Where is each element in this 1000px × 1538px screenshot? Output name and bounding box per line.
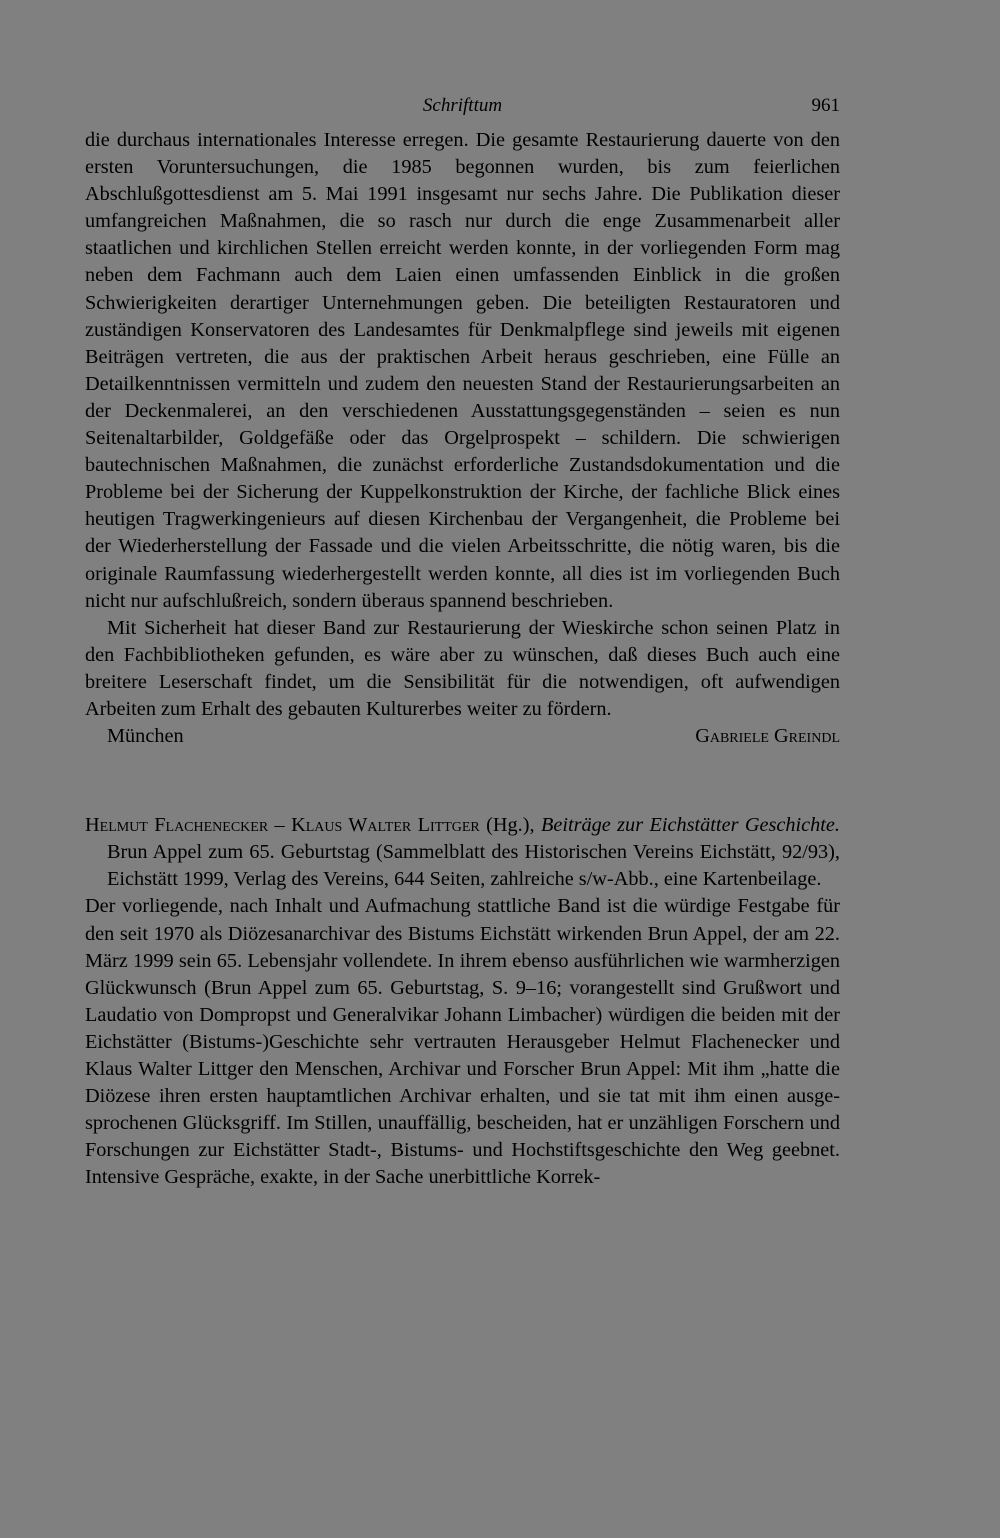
book-page (85, 95, 840, 1191)
review-2-citation (85, 812, 840, 893)
running-head (85, 95, 840, 127)
review-1 (85, 127, 840, 723)
review-2-body: Der vorliegende, nach Inhalt und Aufmachung stattliche Band ist die würdige Festgabe für den seit 1970 als Diözesanarchivar des Bistums Eichstätt wirkenden Brun Appel, der am 22. März 1999 sein 65. Lebensjahr vollendete. In ihrem ebenso ausführlichen wie warmherzigen Glückwunsch (Brun Appel zum 65. Geburtstag, S. 9–16; vorangestellt sind Grußwort und Laudatio von Dompropst und Generalvikar Johann Limbacher) würdigen die beiden mit der Eichstätter (Bistums-)Geschichte sehr vertrauten Herausgeber Helmut Flachenecker und Klaus Walter Littger den Menschen, Archivar und Forscher Brun Appel: Mit ihm „hatte die Diözese ihren ersten hauptamtlichen Archivar erhalten, und sie tat mit ihm einen ausgesprochenen Glücksgriff. Im Stillen, unauffällig, bescheiden, hat er unzähligen Forschern und Forschungen zur Eichstätter Stadt-, Bistums- und Hochstiftsgeschichte den Weg geebnet. Intensive Gespräche, exakte, in der Sache unerbittliche Korrek- (85, 895, 840, 1189)
review-2-details: Brun Appel zum 65. Geburtstag (Sammelblatt des Historischen Vereins Eichstätt, 92/93), Eichstätt 1999, Verlag des Vereins, 644 Seiten, zahlreiche s/w-Abb., eine Kartenbeilage. (107, 841, 840, 891)
review-1-paragraph-1: die durchaus internationales Interesse erregen. Die gesamte Restaurierung dauerte von den ersten Voruntersuchungen, die 1985 begonnen wurden, bis zum feierlichen Abschlußgottesdienst am 5. Mai 1991 insgesamt nur sechs Jahre. Die Publikation dieser umfangreichen Maßnahmen, die so rasch nur durch die enge Zusammenarbeit aller staatlichen und kirchlichen Stellen erreicht werden konnte, in der vorliegenden Form mag neben dem Fachmann auch dem Laien einen umfassenden Einblick in die großen Schwierigkeiten derartiger Unternehmungen geben. Die beteiligten Restauratoren und zuständigen Konservatoren des Landesamtes für Denkmalpflege sind jeweils mit eigenen Beiträgen vertreten, die aus der praktischen Arbeit heraus geschrieben, eine Fülle an Detailkenntnissen vermitteln und zudem den neuesten Stand der Restaurierungsarbeiten an der Deckenmalerei, an den verschiedenen Ausstattungsgegenständen – seien es nun Seitenaltarbilder, Goldgefäße oder das Orgelprospekt – schildern. Die schwierigen bautechnischen Maßnahmen, die zunächst erforderliche Zustandsdokumentation und die Probleme bei der Sicherung der Kuppelkonstruktion der Kirche, der fachliche Blick eines heutigen Tragwerkingenieurs auf diesen Kirchenbau der Vergangenheit, die Probleme bei der Wiederherstellung der Fassade und die vielen Arbeitsschritte, die nötig waren, bis die originale Raumfassung wiederhergestellt werden konnte, all dies ist im vorliegenden Buch nicht nur aufschlußreich, sondern überaus spannend beschrieben. (85, 129, 840, 612)
review-2-book-title: Beiträge zur Eichstätter Geschichte. (540, 814, 841, 837)
review-2-authors: Helmut Flachenecker – Klaus Walter Littger (85, 814, 480, 837)
page-number: 961 (811, 95, 840, 116)
review-1-reviewer: Gabriele Greindl (695, 725, 840, 748)
review-2 (85, 893, 840, 1191)
running-title: Schrifttum (422, 95, 503, 116)
review-2-editor-note: (Hg.), (479, 814, 541, 837)
review-1-place: München (107, 725, 184, 748)
review-1-paragraph-2: Mit Sicherheit hat dieser Band zur Restaurierung der Wieskirche schon seinen Platz in den Fachbibliotheken gefunden, es wäre aber zu wünschen, daß dieses Buch auch eine breitere Leserschaft findet, um die Sensibilität für die notwendigen, oft aufwendigen Arbeiten zum Erhalt des gebauten Kulturerbes weiter zu fördern. (85, 616, 840, 720)
review-1-signature (85, 723, 840, 750)
